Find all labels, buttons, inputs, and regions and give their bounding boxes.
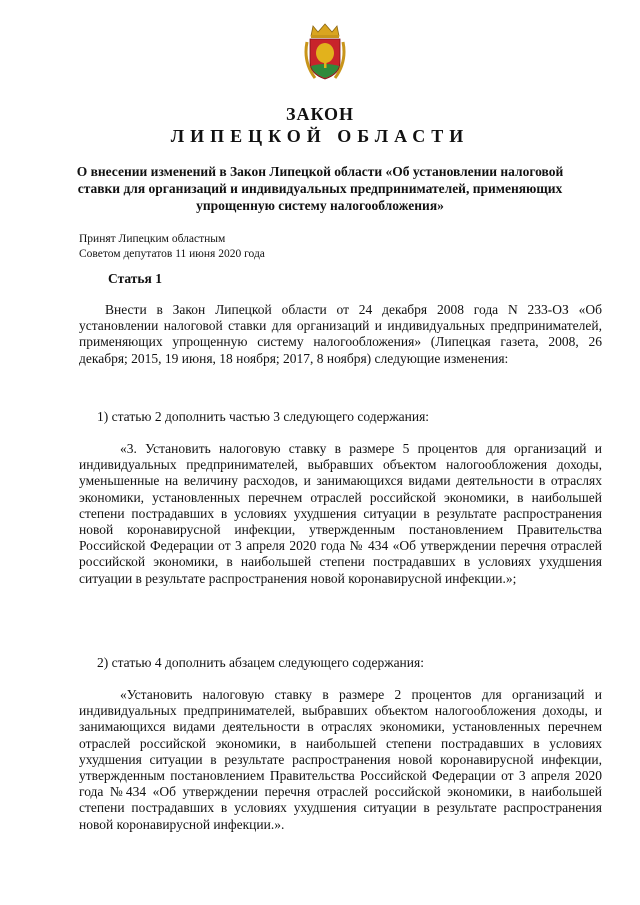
- document-subtitle: О внесении изменений в Закон Липецкой области «Об установлении налоговой ставки для организаций и индивидуальных предпринимателей, применяющих упрощенную систему налогообложения»: [76, 164, 564, 213]
- coat-of-arms-icon: [303, 22, 347, 82]
- amendment-item-1: 1) статью 2 дополнить частью 3 следующего содержания:: [97, 409, 430, 424]
- amendment-quote-1: «3. Установить налоговую ставку в размере 5 процентов для организаций и индивидуальных предпринимателей, выбравших объектом налогообложения доходы, уменьшенные на величину расходов, и занимающихся видами деятельности в отраслях экономики, установленных перечнем отраслей российской экономики, в наибольшей степени пострадавших в условиях ухудшения ситуации в результате распространения новой коронавирусной инфекции, утвержденным постановлением Правительства Российской Федерации от 3 апреля 2020 года № 434 «Об утверждении перечня отраслей российской экономики, в наибольшей степени пострадавших в условиях ухудшения ситуации в результате распространения новой коронавирусной инфекции.»;: [79, 441, 602, 586]
- adoption-line-1: Принят Липецким областным: [79, 233, 226, 245]
- article-heading: Статья 1: [108, 271, 162, 286]
- document-region-title: ЛИПЕЦКОЙ ОБЛАСТИ: [170, 126, 470, 146]
- amendment-item-2: 2) статью 4 дополнить абзацем следующего содержания:: [97, 655, 424, 670]
- adoption-note: [79, 232, 265, 262]
- amendment-quote-2: «Установить налоговую ставку в размере 2 процентов для организаций и индивидуальных предпринимателей, выбравших объектом налогообложения доходы, и занимающихся видами деятельности в отраслях экономики, установленных перечнем отраслей российской экономики, в наибольшей степени пострадавших в условиях ухудшения ситуации в результате распространения новой коронавирусной инфекции, утвержденным постановлением Правительства Российской Федерации от 3 апреля 2020 года №434 «Об утверждении перечня отраслей российской экономики, в наибольшей степени пострадавших в условиях ухудшения ситуации в результате распространения новой коронавирусной инфекции.».: [79, 687, 602, 832]
- article-intro-paragraph: Внести в Закон Липецкой области от 24 декабря 2008 года N 233-ОЗ «Об установлении налоговой ставки для организаций и индивидуальных предпринимателей, применяющих упрощенную систему налогообложения» (Липецкая газета, 2008, 26 декабря; 2015, 19 июня, 18 ноября; 2017, 8 ноября) следующие изменения:: [79, 302, 602, 366]
- adoption-line-2: Советом депутатов 11 июня 2020 года: [79, 248, 265, 260]
- document-title: ЗАКОН: [285, 104, 355, 124]
